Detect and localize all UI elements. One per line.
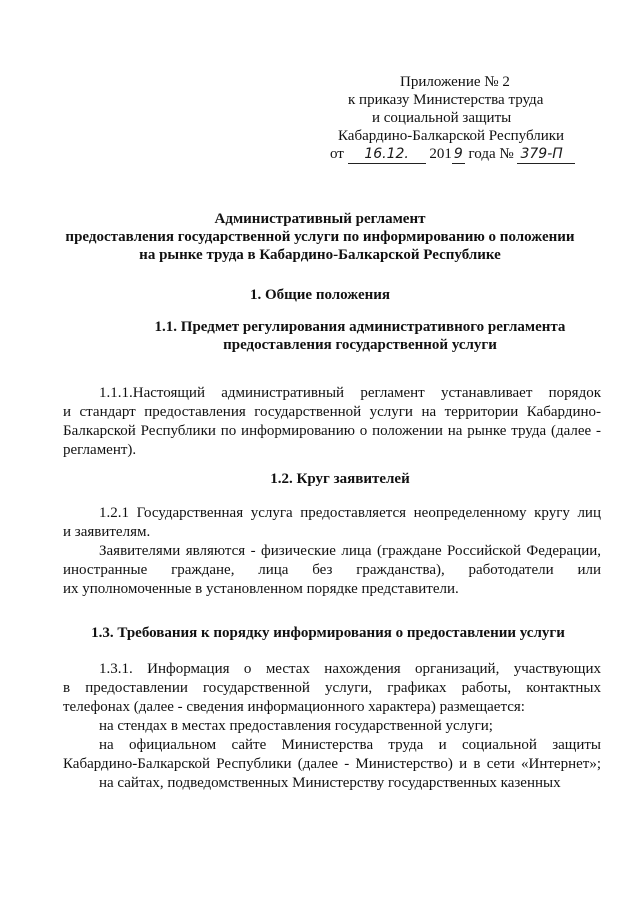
text-line: Кабардино-Балкарской Республики (далее - Министерство) и в сети «Интернет»; bbox=[63, 756, 601, 772]
text-line: Заявителями являются - физические лица (граждане Российской Федерации, bbox=[99, 543, 601, 559]
paragraph bbox=[63, 384, 601, 460]
text-line: в предоставлении государственной услуги, графиках работы, контактных bbox=[63, 680, 601, 696]
text-line: 1.2.1 Государственная услуга предоставляется неопределенному кругу лиц bbox=[99, 505, 601, 521]
text-line: и стандарт предоставления государственной услуги на территории Кабардино- bbox=[63, 404, 601, 420]
handwritten-year: 9 bbox=[453, 146, 463, 162]
annex-block bbox=[330, 73, 600, 164]
text-line: регламент). bbox=[63, 442, 137, 458]
text-line: на официальном сайте Министерства труда и социальной защиты bbox=[99, 737, 601, 753]
subsection-heading-line: предоставления государственной услуги bbox=[223, 337, 497, 353]
paragraph bbox=[63, 660, 601, 793]
subsection-heading: 1.2. Круг заявителей bbox=[270, 471, 410, 487]
annex-title: Приложение № 2 bbox=[400, 74, 510, 90]
subsection-heading bbox=[80, 318, 640, 354]
annex-line: и социальной защиты bbox=[372, 110, 512, 126]
section-heading: 1. Общие положения bbox=[249, 287, 391, 303]
text-line: на стендах в местах предоставления государственной услуги; bbox=[99, 718, 493, 734]
title-line: предоставления государственной услуги по информированию о положении bbox=[65, 229, 575, 245]
handwritten-date: 16.12. bbox=[348, 145, 426, 164]
text-line: иностранные граждане, лица без гражданства), работодатели или bbox=[63, 562, 601, 578]
title-line: Административный регламент bbox=[214, 211, 426, 227]
annex-line: к приказу Министерства труда bbox=[348, 92, 544, 108]
text-line: 1.3.1. Информация о местах нахождения организаций, участвующих bbox=[99, 661, 601, 677]
handwritten-number: 379-П bbox=[517, 145, 575, 164]
text-line: их уполномоченные в установленном порядке представители. bbox=[63, 581, 459, 597]
text-line: Балкарской Республики по информированию о положении на рынке труда (далее - bbox=[63, 423, 601, 439]
title-line: на рынке труда в Кабардино-Балкарской Республике bbox=[139, 247, 501, 263]
subsection-heading-line: 1.1. Предмет регулирования административного регламента bbox=[154, 319, 566, 335]
year-prefix: 201 bbox=[429, 146, 452, 162]
text-line: и заявителям. bbox=[63, 524, 151, 540]
annex-line: Кабардино-Балкарской Республики bbox=[338, 128, 565, 144]
subsection-heading: 1.3. Требования к порядку информирования о предоставлении услуги bbox=[91, 625, 565, 641]
text-line: телефонах (далее - сведения информационного характера) размещается: bbox=[63, 699, 525, 715]
text-line: 1.1.1.Настоящий административный регламент устанавливает порядок bbox=[99, 385, 601, 401]
text-line: на сайтах, подведомственных Министерству государственных казенных bbox=[99, 775, 561, 791]
document-title bbox=[40, 210, 600, 264]
annex-date-line bbox=[330, 145, 600, 164]
number-prefix: года № bbox=[468, 146, 514, 162]
paragraph bbox=[63, 504, 601, 599]
date-prefix: от bbox=[330, 146, 344, 162]
